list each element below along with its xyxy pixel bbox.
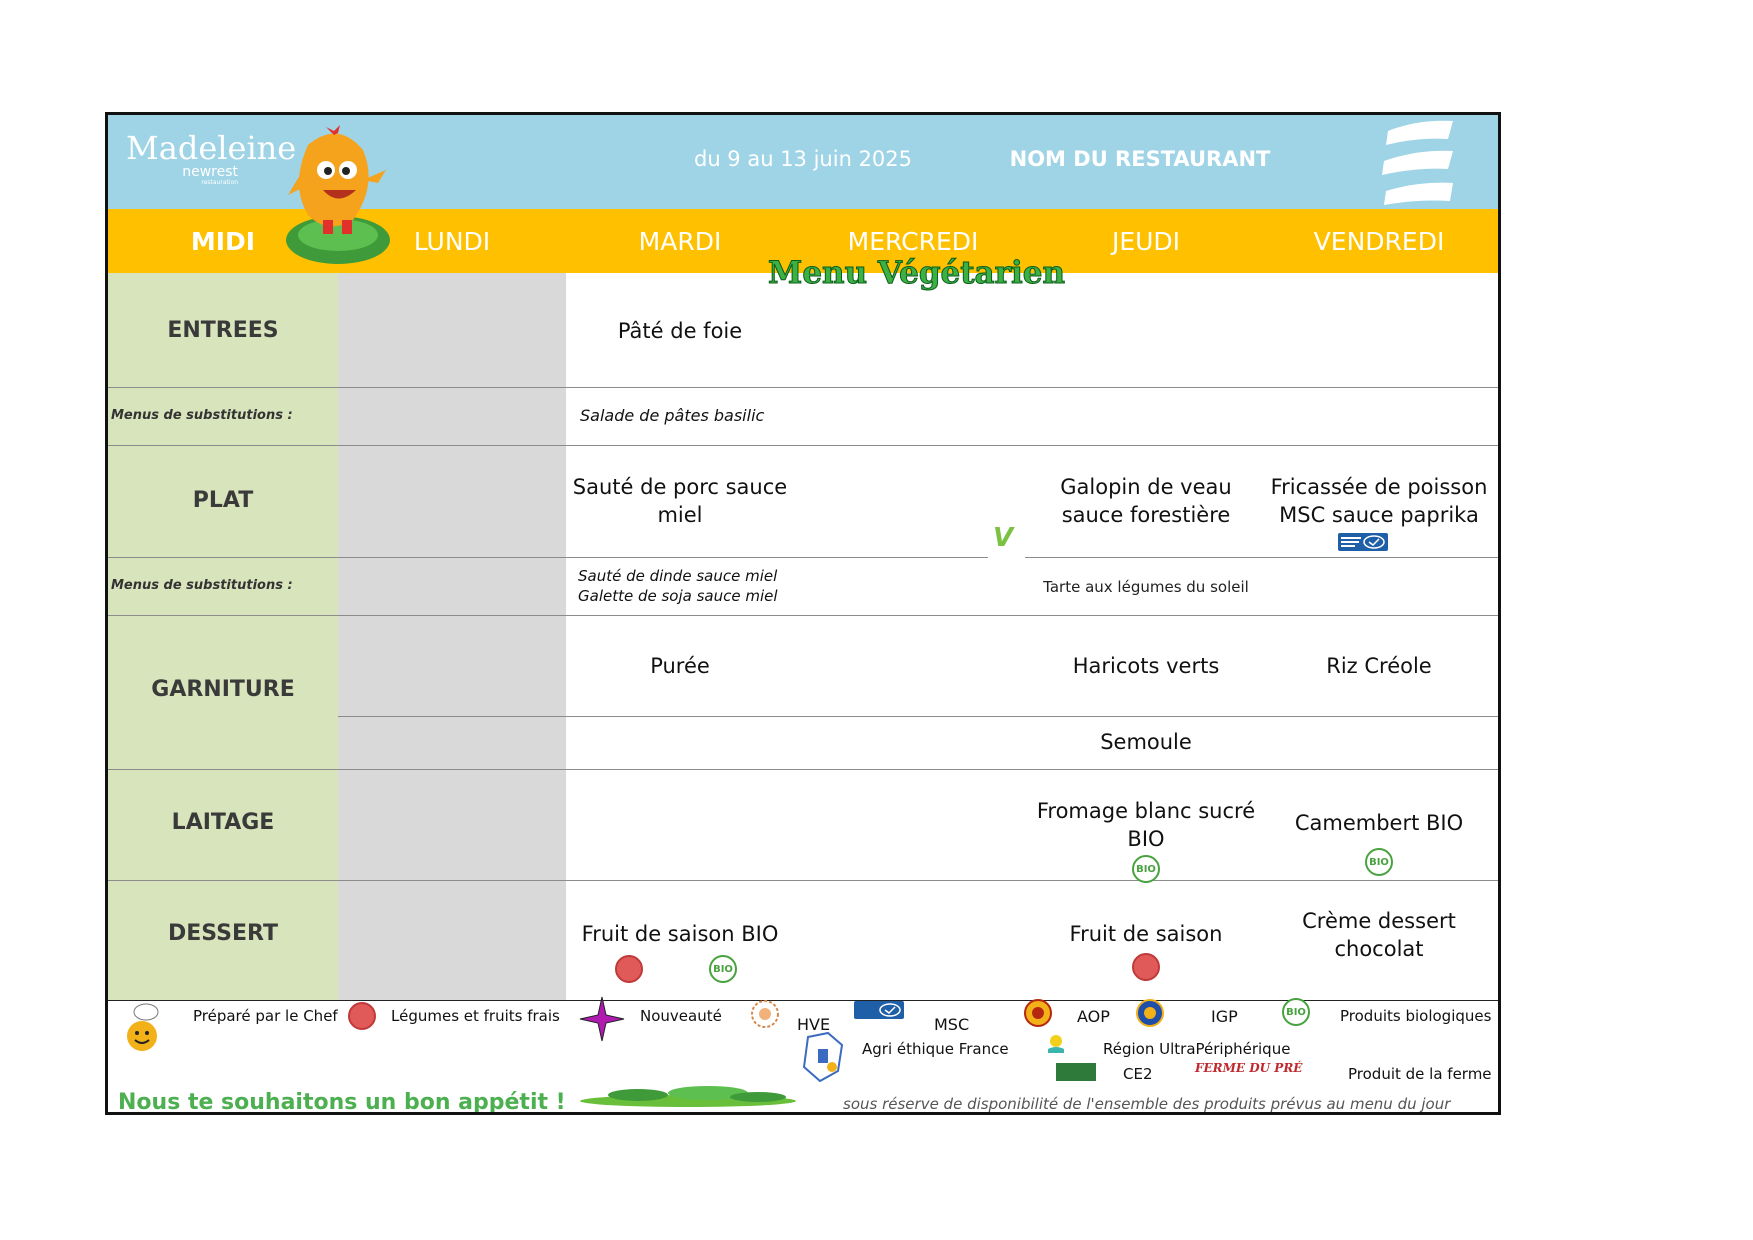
legend-new: Nouveauté	[640, 1007, 722, 1025]
ferme-du-pre-logo: FERME DU PRÉ	[1195, 1061, 1303, 1075]
aop-icon	[1024, 999, 1052, 1027]
label-entrees: ENTREES	[167, 318, 279, 343]
brand-name: Madeleine	[126, 129, 297, 167]
row-divider	[338, 716, 1498, 717]
brand-logo	[126, 129, 297, 201]
menu-sheet	[105, 112, 1501, 1115]
day-mardi: MARDI	[638, 227, 722, 256]
plat-mardi-line2: miel	[657, 503, 703, 527]
msc-label-icon	[1338, 533, 1388, 551]
row-divider	[108, 880, 1498, 881]
dessert-jeudi: Fruit de saison	[1069, 922, 1223, 946]
fresh-produce-icon	[1132, 953, 1160, 981]
ce2-icon	[1056, 1063, 1096, 1081]
plat-jeudi	[1022, 473, 1270, 529]
day-mercredi: MERCREDI	[847, 227, 979, 256]
day-lundi: LUNDI	[413, 227, 491, 256]
legend-igp: IGP	[1211, 1007, 1238, 1026]
plat-sub-mardi-line2: Galette de soja sauce miel	[578, 587, 778, 605]
bio-icon: BIO	[1365, 848, 1393, 876]
agri-ethique-france-icon	[798, 1031, 846, 1083]
label-plat-substitution: Menus de substitutions :	[111, 578, 293, 593]
day-jeudi: JEUDI	[1111, 227, 1181, 256]
garniture-mardi: Purée	[650, 654, 710, 678]
label-entrees-substitution: Menus de substitutions :	[111, 408, 293, 423]
bio-icon: BIO	[1282, 998, 1310, 1026]
msc-icon	[854, 1001, 904, 1019]
availability-note: sous réserve de disponibilité de l'ensemble des produits prévus au menu du jour	[843, 1095, 1451, 1113]
bio-icon: BIO	[1132, 855, 1160, 883]
rup-icon	[1046, 1033, 1066, 1055]
fresh-produce-icon	[615, 955, 643, 983]
legend-ce2: CE2	[1123, 1065, 1153, 1083]
chef-icon	[116, 1000, 162, 1058]
laitage-jeudi-line2: BIO	[1127, 827, 1165, 851]
bon-appetit-message: Nous te souhaitons un bon appétit !	[118, 1090, 566, 1115]
lettuce-decoration	[578, 1083, 798, 1109]
row-divider	[1025, 557, 1498, 558]
legend-fresh: Légumes et fruits frais	[391, 1007, 560, 1025]
bio-icon: BIO	[709, 955, 737, 983]
plat-sub-mardi	[578, 566, 838, 606]
plat-sub-jeudi: Tarte aux légumes du soleil	[1043, 578, 1249, 596]
row-divider	[108, 557, 988, 558]
legend-agri: Agri éthique France	[862, 1040, 1009, 1058]
row-labels-column	[108, 273, 338, 1000]
garniture-vendredi: Riz Créole	[1326, 654, 1432, 678]
meal-label: MIDI	[190, 227, 256, 256]
day-vendredi: VENDREDI	[1313, 227, 1445, 256]
row-divider	[108, 769, 1498, 770]
plat-jeudi-line2: sauce forestière	[1061, 503, 1231, 527]
row-divider	[108, 445, 1498, 446]
garniture-second: Semoule	[1100, 730, 1192, 754]
hve-icon	[750, 999, 780, 1029]
date-range: du 9 au 13 juin 2025	[693, 147, 912, 171]
plat-vendredi	[1254, 473, 1501, 529]
plat-vendredi-line1: Fricassée de poisson	[1270, 475, 1488, 499]
dessert-vendredi	[1254, 907, 1501, 963]
restaurant-name: NOM DU RESTAURANT	[1009, 147, 1271, 171]
newrest-wave-logo	[1378, 117, 1460, 207]
legend-hve: HVE	[797, 1015, 831, 1034]
lundi-closed-column	[338, 273, 566, 1000]
label-plat: PLAT	[192, 488, 254, 513]
legend-rup: Région UltraPériphérique	[1103, 1040, 1291, 1058]
legend-aop: AOP	[1077, 1007, 1110, 1026]
legend-ferme: Produit de la ferme	[1348, 1065, 1492, 1083]
igp-icon	[1136, 999, 1164, 1027]
garniture-jeudi: Haricots verts	[1072, 654, 1220, 678]
legend-chef: Préparé par le Chef	[193, 1007, 338, 1025]
plat-vendredi-line2: MSC sauce paprika	[1279, 503, 1479, 527]
dessert-vendredi-line1: Crème dessert	[1302, 909, 1456, 933]
dessert-vendredi-line2: chocolat	[1334, 937, 1424, 961]
menu-vegetarien-title: Menu Végétarien	[768, 255, 1066, 291]
plat-jeudi-line1: Galopin de veau	[1060, 475, 1232, 499]
laitage-vendredi: Camembert BIO	[1294, 811, 1464, 835]
label-garniture: GARNITURE	[151, 677, 295, 702]
new-star-icon	[578, 995, 626, 1043]
legend-bio: Produits biologiques	[1340, 1007, 1492, 1025]
row-divider	[108, 387, 1498, 388]
brand-sub2: restauration	[201, 179, 238, 186]
dessert-mardi: Fruit de saison BIO	[581, 922, 779, 946]
vegetarian-v-icon: V	[993, 523, 1014, 553]
brand-sub: newrest	[182, 164, 238, 180]
laitage-jeudi	[1012, 797, 1280, 853]
laitage-jeudi-line1: Fromage blanc sucré	[1036, 799, 1256, 823]
label-dessert: DESSERT	[168, 921, 278, 946]
plat-mardi	[556, 473, 804, 529]
label-laitage: LAITAGE	[171, 810, 275, 835]
entree-sub-mardi: Salade de pâtes basilic	[580, 406, 765, 425]
fresh-produce-icon	[348, 1002, 376, 1030]
plat-sub-mardi-line1: Sauté de dinde sauce miel	[578, 567, 778, 585]
row-divider	[108, 615, 1498, 616]
legend-msc: MSC	[934, 1015, 970, 1034]
entree-mardi: Pâté de foie	[617, 319, 743, 343]
plat-mardi-line1: Sauté de porc sauce	[572, 475, 788, 499]
